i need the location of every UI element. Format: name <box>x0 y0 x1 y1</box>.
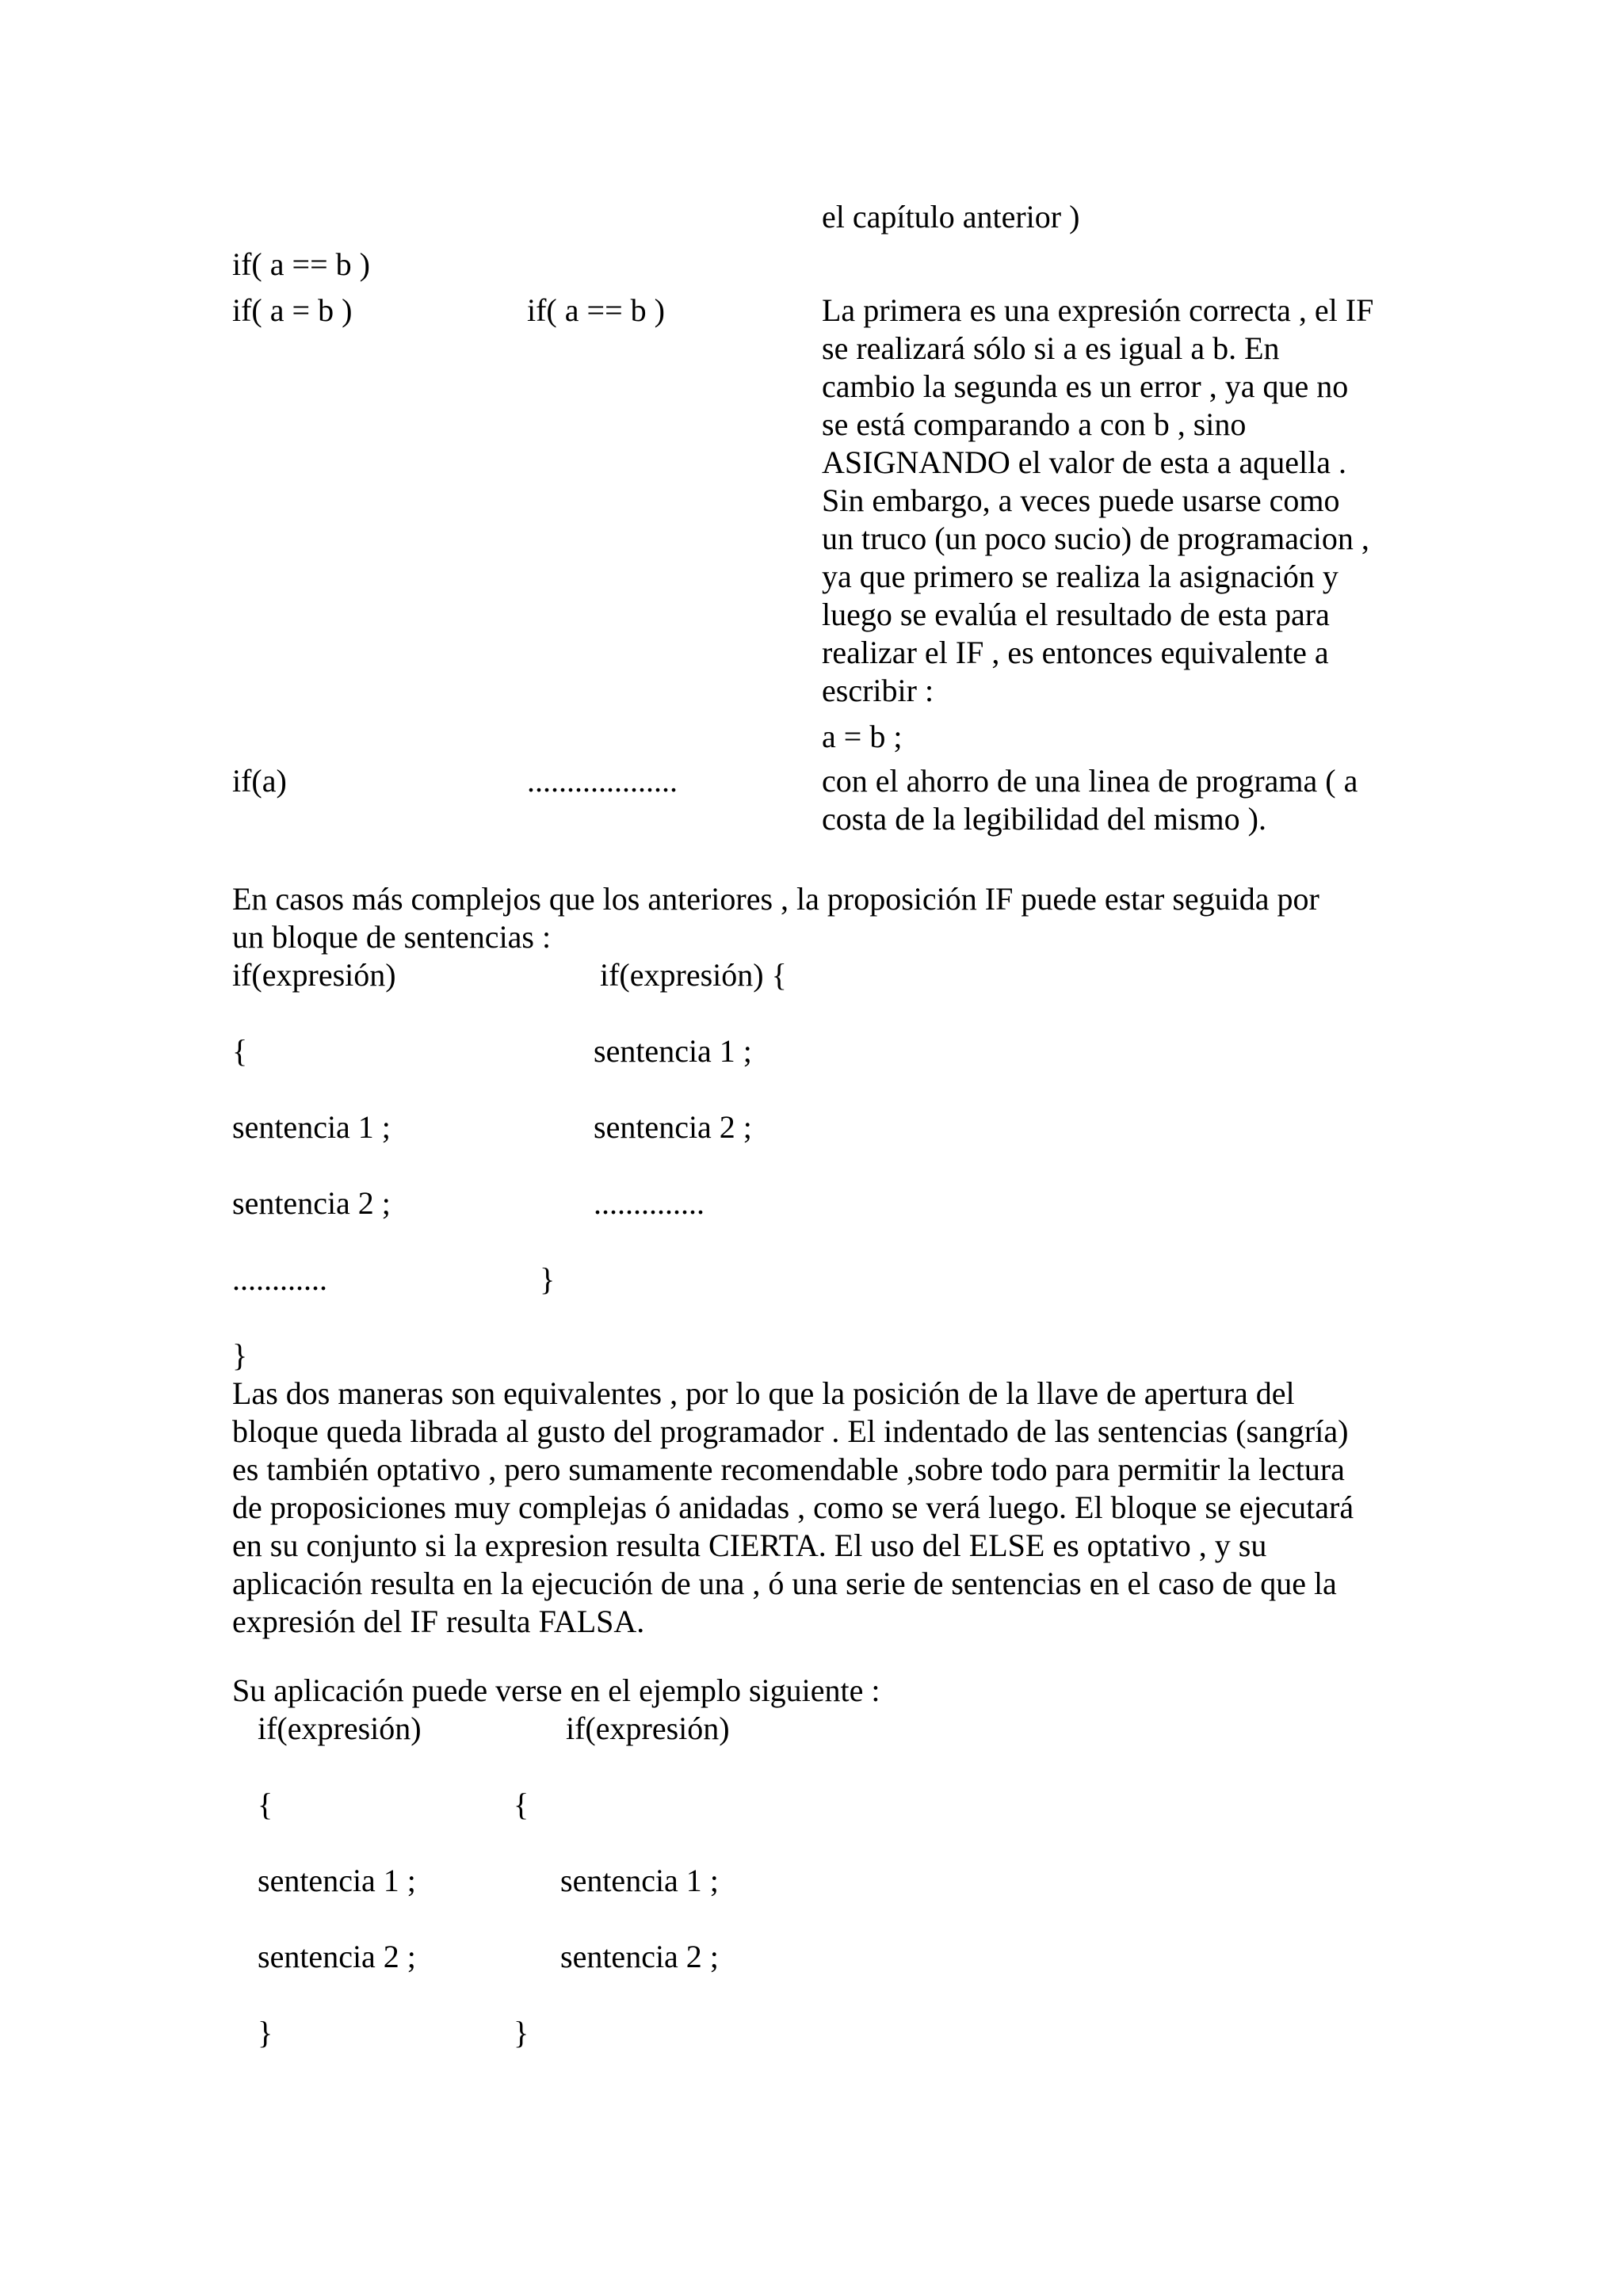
text-line: un truco (un poco sucio) de programacion , <box>822 521 1369 556</box>
text-line: de proposiciones muy complejas ó anidadas , como se verá luego. El bloque se ejecutará <box>232 1489 1354 1525</box>
table-cell-assignment: a = b ; <box>822 719 903 754</box>
text-line: luego se evalúa el resultado de esta para <box>822 597 1330 632</box>
table-cell-explanation-continued: el capítulo anterior ) <box>822 199 1080 235</box>
text-line: Las dos maneras son equivalentes , por lo que la posición de la llave de apertura del <box>232 1375 1295 1411</box>
code2-right-line: } <box>514 2015 529 2050</box>
text-line: escribir : <box>822 673 934 708</box>
text-line: un bloque de sentencias : <box>232 919 552 955</box>
code1-left-line: sentencia 2 ; <box>232 1185 391 1221</box>
text-line: ASIGNANDO el valor de esta a aquella . <box>822 444 1347 480</box>
paragraph-complex-cases <box>232 880 1319 956</box>
text-line: ya que primero se realiza la asignación y <box>822 559 1338 594</box>
table-cell-explanation <box>822 292 1373 710</box>
table-cell-dots: ................... <box>527 763 678 799</box>
text-line: Sin embargo, a veces puede usarse como <box>822 482 1340 518</box>
code1-left-line: ............ <box>232 1261 327 1297</box>
code1-right-line: sentencia 1 ; <box>594 1033 752 1069</box>
code2-left-line: { <box>258 1787 273 1822</box>
text-line: se realizará sólo si a es igual a b. En <box>822 330 1280 366</box>
text-line: bloque queda librada al gusto del programador . El indentado de las sentencias (sangría) <box>232 1413 1349 1449</box>
code1-left-line: } <box>232 1337 248 1373</box>
table-cell-right-form: if( a == b ) <box>527 292 665 328</box>
code1-right-line: .............. <box>594 1185 705 1221</box>
text-line: La primera es una expresión correcta , el IF <box>822 292 1374 328</box>
paragraph-equivalence <box>232 1375 1354 1641</box>
code1-right-line: } <box>540 1261 556 1297</box>
table-cell-wrong-form: if( a = b ) <box>232 292 353 328</box>
text-line: es también optativo , pero sumamente recomendable ,sobre todo para permitir la lectura <box>232 1451 1345 1487</box>
text-line: En casos más complejos que los anteriores , la proposición IF puede estar seguida por <box>232 881 1319 917</box>
code2-right-line: sentencia 2 ; <box>560 1939 719 1974</box>
code2-right-line: if(expresión) <box>566 1711 730 1746</box>
code1-right-line: sentencia 2 ; <box>594 1109 752 1145</box>
text-line: con el ahorro de una linea de programa ( a <box>822 763 1358 799</box>
table-cell-correct-form: if( a == b ) <box>232 246 370 282</box>
code2-right-line: sentencia 1 ; <box>560 1863 719 1898</box>
code1-left-line: if(expresión) <box>232 957 396 993</box>
text-line: cambio la segunda es un error , ya que no <box>822 368 1349 404</box>
text-line: se está comparando a con b , sino <box>822 406 1247 442</box>
code2-left-line: } <box>258 2015 273 2050</box>
text-line: aplicación resulta en la ejecución de una , ó una serie de sentencias en el caso de que la <box>232 1566 1337 1601</box>
text-line: realizar el IF , es entonces equivalente a <box>822 635 1329 670</box>
table-cell-saving-note <box>822 762 1358 838</box>
code2-left-line: sentencia 2 ; <box>258 1939 416 1974</box>
text-line: costa de la legibilidad del mismo ). <box>822 801 1266 837</box>
text-line: expresión del IF resulta FALSA. <box>232 1604 645 1639</box>
code1-left-line: { <box>232 1033 248 1069</box>
paragraph-example-intro: Su aplicación puede verse en el ejemplo siguiente : <box>232 1672 880 1708</box>
code2-right-line: { <box>514 1787 529 1822</box>
text-line: en su conjunto si la expresion resulta CIERTA. El uso del ELSE es optativo , y su <box>232 1527 1267 1563</box>
code2-left-line: if(expresión) <box>258 1711 422 1746</box>
table-cell-if-a: if(a) <box>232 763 287 799</box>
code1-right-line: if(expresión) { <box>600 957 787 993</box>
code1-left-line: sentencia 1 ; <box>232 1109 391 1145</box>
code2-left-line: sentencia 1 ; <box>258 1863 416 1898</box>
